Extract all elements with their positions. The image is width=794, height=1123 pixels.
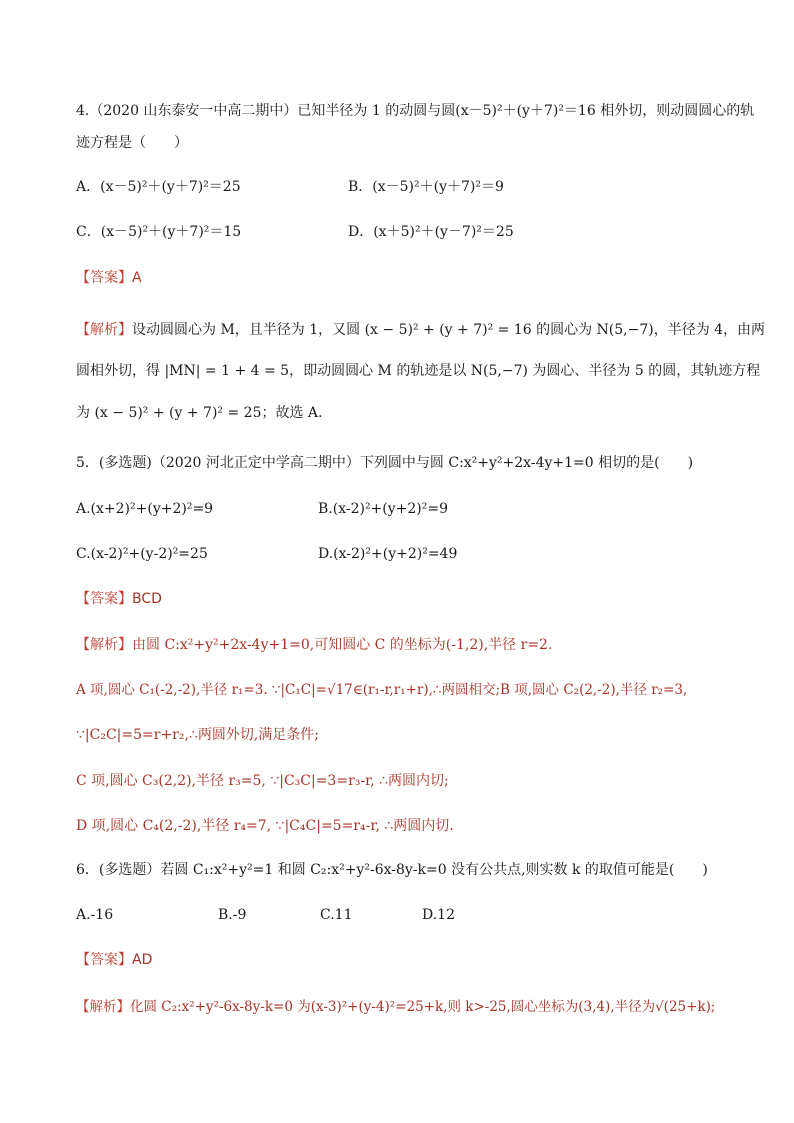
- q5-answer-value: BCD: [132, 591, 162, 607]
- q4-option-d: D．(x＋5)²＋(y－7)²＝25: [348, 224, 514, 240]
- q6-stem-line1: 6．(多选题）若圆 C₁:x²+y²=1 和圆 C₂:x²+y²-6x-8y-k=0 没有公共点,则实数 k 的取值可能是( ): [76, 862, 708, 878]
- q4-stem-line1: 4.（2020 山东泰安一中高二期中）已知半径为 1 的动圆与圆(x－5)²＋(y＋7)²＝16 相外切，则动圆圆心的轨: [76, 103, 755, 119]
- q4-option-c: C．(x－5)²＋(y＋7)²＝15: [76, 224, 242, 240]
- q5-analysis-line4: C 项,圆心 C₃(2,2),半径 r₃=5, ∵|C₃C|=3=r₃-r, ∴两圆内切;: [76, 773, 449, 789]
- q6-answer-line: [76, 950, 152, 970]
- q6-analysis-line1: [76, 997, 715, 1017]
- q5-answer-line: [76, 589, 162, 609]
- analysis-tag: 【解析】: [76, 322, 132, 338]
- q5-option-c: C.(x-2)²+(y-2)²=25: [76, 546, 208, 562]
- q5-analysis-line1: [76, 635, 552, 655]
- analysis-tag: 【解析】: [76, 637, 132, 653]
- q4-analysis-line1: [76, 320, 765, 340]
- answer-tag: 【答案】: [76, 591, 132, 607]
- q4-answer-value: A: [132, 270, 142, 286]
- analysis-tag: 【解析】: [76, 999, 130, 1015]
- q5-option-a: A.(x+2)²+(y+2)²=9: [76, 501, 214, 517]
- q4-answer-line: [76, 268, 142, 288]
- q5-stem-line1: 5．(多选题)（2020 河北正定中学高二期中）下列圆中与圆 C:x²+y²+2x-4y+1=0 相切的是( ): [76, 455, 694, 471]
- answer-tag: 【答案】: [76, 270, 132, 286]
- q6-option-b: B.-9: [218, 907, 247, 923]
- q4-analysis-line2: 圆相外切，得 |MN| = 1 + 4 = 5，即动圆圆心 M 的轨迹是以 N(5,−7) 为圆心、半径为 5 的圆，其轨迹方程: [76, 363, 761, 379]
- q4-analysis-line3: 为 (x − 5)² + (y + 7)² = 25；故选 A.: [76, 405, 323, 421]
- q6-option-d: D.12: [422, 907, 455, 923]
- answer-tag: 【答案】: [76, 952, 132, 968]
- q4-stem-line2: 迹方程是（ ）: [76, 135, 188, 151]
- q6-option-a: A.-16: [76, 907, 114, 923]
- q4-option-a: A．(x－5)²＋(y＋7)²＝25: [76, 179, 241, 195]
- q6-option-c: C.11: [320, 907, 353, 923]
- q5-analysis-line3: ∵|C₂C|=5=r+r₂,∴两圆外切,满足条件;: [76, 727, 319, 743]
- q6-answer-value: AD: [132, 952, 153, 968]
- q5-option-b: B.(x-2)²+(y+2)²=9: [318, 501, 449, 517]
- q5-analysis-line2: A 项,圆心 C₁(-2,-2),半径 r₁=3. ∵|C₁C|=√17∈(r₁-r,r₁+r),∴两圆相交;B 项,圆心 C₂(2,-2),半径 r₂=3,: [76, 682, 688, 698]
- q6-analysis-text1: 化圆 C₂:x²+y²-6x-8y-k=0 为(x-3)²+(y-4)²=25+k,则 k>-25,圆心坐标为(3,4),半径为√(25+k);: [130, 999, 716, 1015]
- q5-analysis-text1: 由圆 C:x²+y²+2x-4y+1=0,可知圆心 C 的坐标为(-1,2),半径 r=2.: [132, 637, 553, 653]
- q4-option-b: B．(x－5)²＋(y＋7)²＝9: [348, 179, 504, 195]
- q4-analysis-text1: 设动圆圆心为 M，且半径为 1，又圆 (x − 5)² + (y + 7)² = 16 的圆心为 N(5,−7)，半径为 4，由两: [132, 322, 766, 338]
- q5-analysis-line5: D 项,圆心 C₄(2,-2),半径 r₄=7, ∵|C₄C|=5=r₄-r, ∴两圆内切.: [76, 818, 454, 834]
- q5-option-d: D.(x-2)²+(y+2)²=49: [318, 546, 458, 562]
